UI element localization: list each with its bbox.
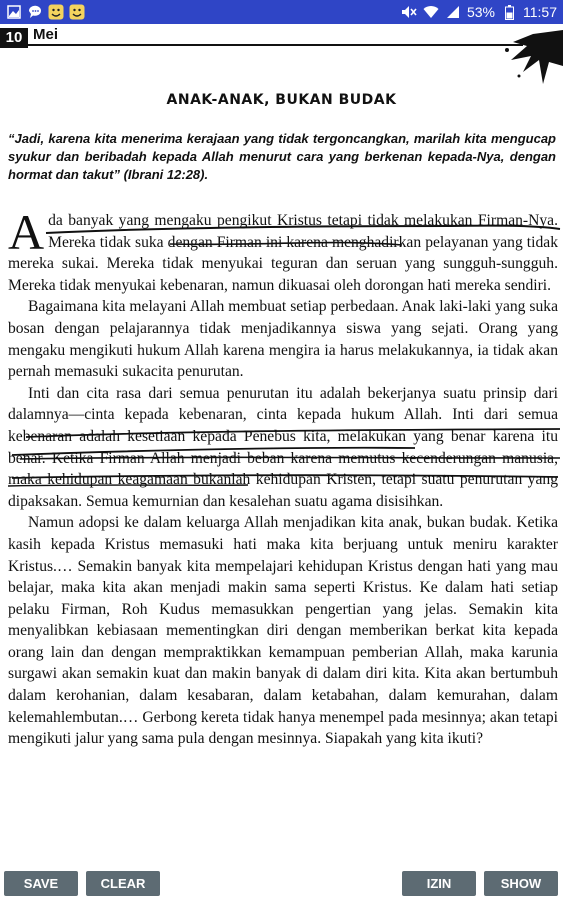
battery-icon [501,4,517,20]
devotion-body [8,204,558,750]
month-label: Mei [33,26,59,43]
battery-percent: 53% [466,4,495,20]
save-button[interactable]: SAVE [4,871,78,896]
show-button[interactable]: SHOW [484,871,558,896]
clear-button[interactable]: CLEAR [86,871,160,896]
mute-icon [401,4,417,20]
gallery-icon [6,4,22,20]
bible-verse: “Jadi, karena kita menerima kerajaan yang tidak tergoncangkan, marilah kita mengucap syukur dan beribadah kepada Allah menurut cara yang berkenan kepada-Nya, dengan hormat dan takut” (Ibrani 12:28). [8,131,556,182]
wifi-icon [423,4,439,20]
bottom-toolbar [0,867,563,900]
paragraph-1 [8,204,558,296]
chat-icon [27,4,43,20]
devotion-title: ANAK-ANAK, BUKAN BUDAK [166,92,397,108]
paragraph-4: Namun adopsi ke dalam keluarga Allah menjadikan kita anak, bukan budak. Ketika kasih kepada Kristus memasuki hati maka kita berjuang untuk meniru karakter Kristus.… Semakin banyak kita mempelajari kehidupan Kristus dengan hati yang mau belajar, maka kita akan menjadi makin sama seperti Kristus. Ke dalam hati setiap pelaku Firman, Roh Kudus memasukkan pengertian yang jelas. Semakin kita menyalibkan kebiasaan mementingkan diri dengan memberikan berkat kita kepada orang lain dan dengan mempraktikkan kemampuan pemberian Allah, maka karunia surgawi akan semakin kuat dan makin banyak di dalam diri kita. Kita akan bertumbuh dalam kerohanian, dalam kesabaran, dalam ketabahan, dalam kemurahan, dalam kelemahlembutan.… Gerbong kereta tidak hanya menempel pada mesinnya; akan tetapi mengikuti jalur yang sama pula dengan mesinnya. Siapakah yang kita ikuti? [8,514,558,748]
page-header [0,24,563,50]
paragraph-1-text: da banyak yang mengaku pengikut Kristus tetapi tidak melakukan Firman-Nya. Mereka tidak suka dengan Firman ini karena menghadirkan pelayanan yang tidak mereka sukai. Mereka tidak menyukai teguran dan seruan yang sungguh-sungguh. Mereka tidak menyukai kebenaran, namun dikuasai oleh dorongan hati mereka sendiri. [8,212,558,294]
signal-icon [445,4,461,20]
emoji-icon [48,4,64,20]
ink-splatter-decoration [493,26,563,88]
page-number: 10 [0,28,28,48]
header-rule [28,44,523,46]
drop-cap: A [8,204,45,260]
paragraph-2: Bagaimana kita melayani Allah membuat setiap perbedaan. Anak laki-laki yang suka bosan dengan pelajarannya tidak menjadikannya siswa yang sejati. Orang yang mengaku mengikuti hukum Allah karena mengira ia harus melakukannya, ia tidak akan pernah memasuki sukacita penurutan. [8,298,558,381]
status-bar [0,0,563,24]
izin-button[interactable]: IZIN [402,871,476,896]
paragraph-3: Inti dan cita rasa dari semua penurutan itu adalah bekerjanya suatu prinsip dari dalamnya—cinta kepada kebenaran, cinta kepada hukum Allah. Inti dari semua kebenaran adalah kesetiaan kepada Penebus kita, melakukan yang benar karena itu benar. Ketika Firman Allah menjadi beban karena memutus kecenderungan manusia, maka kehidupan keagamaan bukanlah kehidupan Kristen, tetapi suatu penurutan yang dipaksakan. Semua kemurnian dan kesalehan suatu agama disisihkan. [8,384,558,510]
clock: 11:57 [523,4,557,20]
emoji-icon [69,4,85,20]
